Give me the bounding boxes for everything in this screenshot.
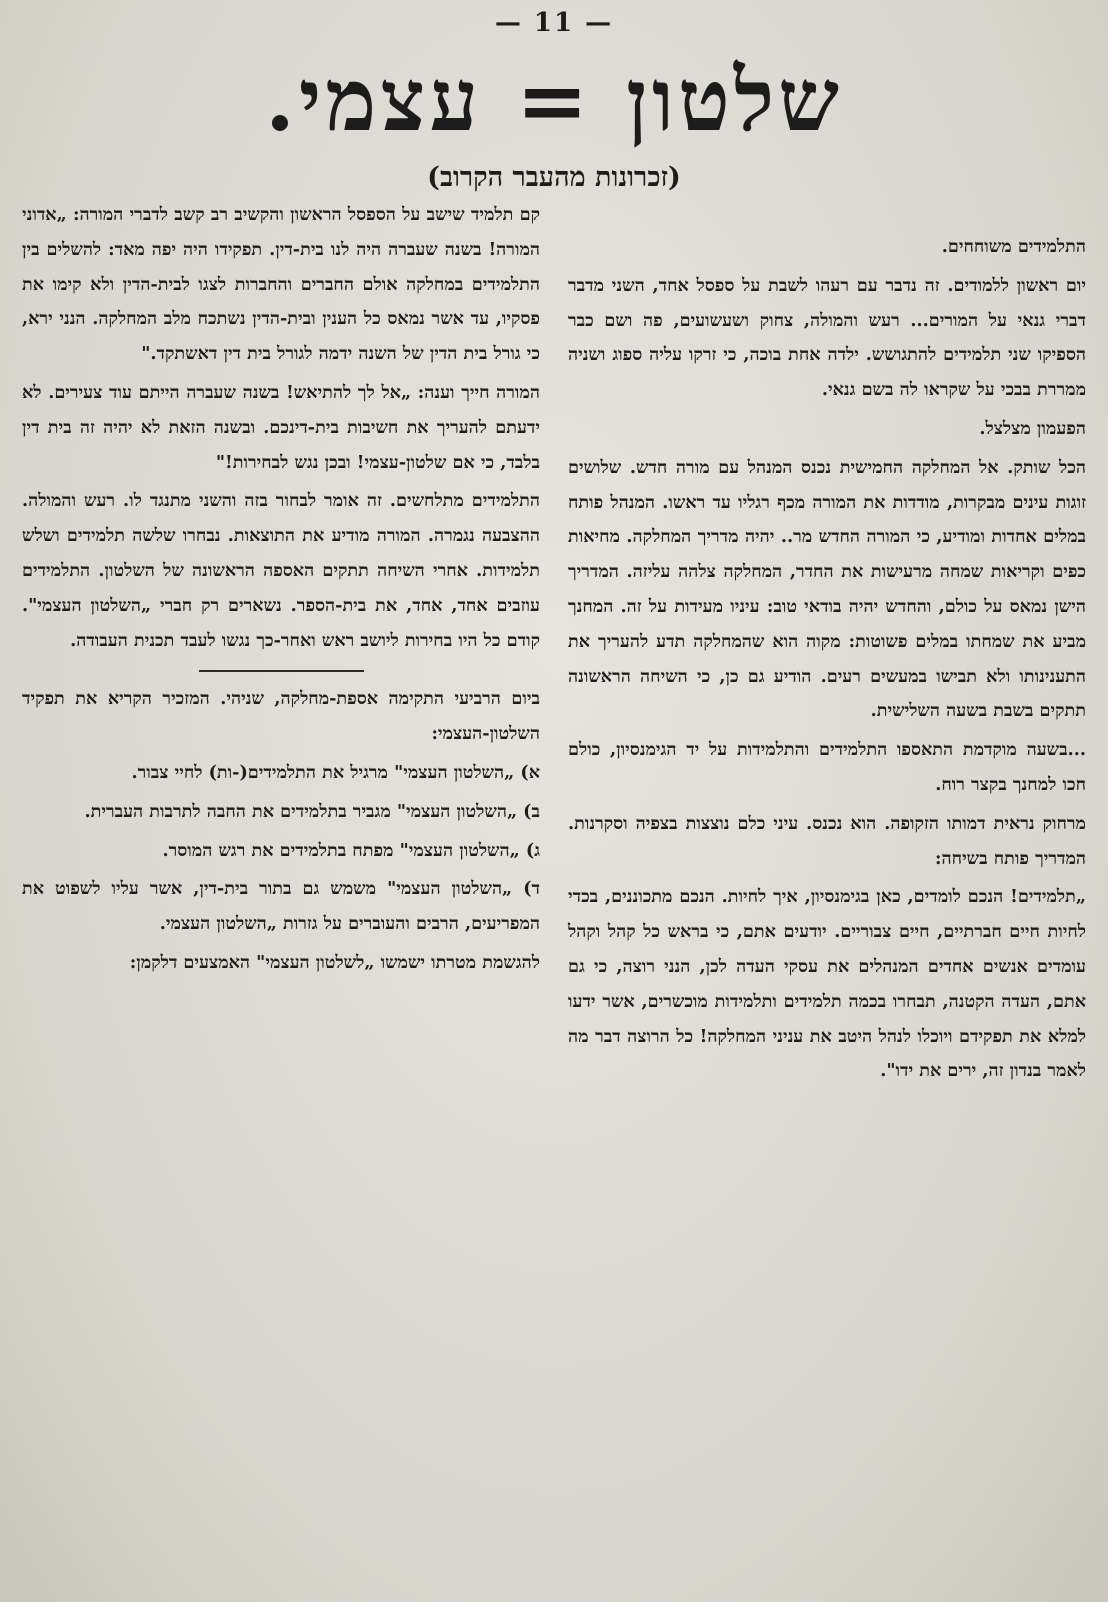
right-column xyxy=(568,198,1086,1592)
left-column xyxy=(22,198,540,1592)
page-number: — 11 — xyxy=(494,8,614,38)
paragraph: יום ראשון ללמודים. זה נדבר עם רעהו לשבת על ספסל אחד, השני מדבר דברי גנאי על המורים... רעש והמולה, צחוק ושעשועים, פה ושם כבר הספיקו שני תלמידים להתגושש. ילדה אחת בוכה, כי זרקו עליה ספוג ושניה ממררת בבכי על שקראו לה בשם גנאי. xyxy=(568,274,1086,401)
list-item: ד) „השלטון העצמי" משמש גם בתור בית-דין, אשר עליו לשפוט את המפריעים, הרבים והעוברים על גזרות „השלטון העצמי. xyxy=(22,878,540,935)
paragraph: התלמידים מתלחשים. זה אומר לבחור בזה והשני מתנגד לו. רעש והמולה. ההצבעה נגמרה. המורה מודיע את התוצאות. נבחרו שלשה תלמידים ושלש תלמידות. אחרי השיחה תתקים האספה הראשונה של השלטון. התלמידים עוזבים אחד, אחד, את בית-הספר. נשארים רק חברי „השלטון העצמי". קודם כל היו בחירות ליושב ראש ואחר-כך נגשו לעבד תכנית העבודה. xyxy=(22,490,540,651)
paragraph: מרחוק נראית דמותו הזקופה. הוא נכנס. עיני כלם נוצצות בצפיה וסקרנות. המדריך פותח בשיחה: xyxy=(568,812,1086,869)
paragraph: הכל שותק. אל המחלקה החמישית נכנס המנהל עם מורה חדש. שלושים זוגות עינים מבקרות, מודדות את המורה מכף רגליו עד ראשו. המנהל פותח במלים אחדות ומודיע, כי המורה החדש מר.. יהיה מדריך המחלקה. מחיאות כפים וקריאות שמחה מרעישות את החדר, המחלקה צלהה עליזה. המדריך הישן נמאס על כולם, והחדש יהיה בודאי טוב: עיניו מעידות על זה. המחנך מביע את שמחתו במלים פשוטות: מקוה הוא שהמחלקה תדע להעריך את התענינותו ולא תבישו במעשים רעים. הודיע גם כן, כי השיחה הראשונה תתקים בשבת בשעה השלישית. xyxy=(568,456,1086,722)
list-item: ג) „השלטון העצמי" מפתח בתלמידים את רגש המוסר. xyxy=(162,839,540,861)
section-divider xyxy=(199,670,364,672)
paragraph: להגשמת מטרתו ישמשו „לשלטון העצמי" האמצעים דלקמן: xyxy=(129,951,540,973)
paragraph: ...בשעה מוקדמת התאספו התלמידים והתלמידות על יד הגימנסיון, כולם חכו למחנך בקצר רוח. xyxy=(568,739,1086,795)
paragraph: המורה חייך וענה: „אל לך להתיאש! בשנה שעברה הייתם עוד צעירים. לא ידעתם להעריך את חשיבות בית-דינכם. ובשנה הזאת לא יהיה זה בית דין בלבד, כי אם שלטון-עצמי! ובכן נגש לבחירות!" xyxy=(22,381,540,473)
paragraph: התלמידים משוחחים. xyxy=(941,236,1086,257)
paragraph: ביום הרביעי התקימה אספת-מחלקה, שניהי. המזכיר הקריא את תפקיד השלטון-העצמי: xyxy=(22,688,540,745)
article-subtitle: (זכרונות מהעבר הקרוב) xyxy=(427,162,681,193)
list-item: א) „השלטון העצמי" מרגיל את התלמידים(-ות) לחיי צבור. xyxy=(131,761,540,783)
article-columns xyxy=(22,198,1086,1592)
list-item: ב) „השלטון העצמי" מגביר בתלמידים את החבה לתרבות העברית. xyxy=(84,800,540,822)
article-title: שלטון = עצמי. xyxy=(264,50,844,151)
paragraph: הפעמון מצלצל. xyxy=(979,417,1086,439)
paragraph: „תלמידים! הנכם לומדים, כאן בגימנסיון, איך לחיות. הנכם מתכוננים, בכדי לחיות חיים חברתיים, חיים צבוריים. יודעים אתם, כי בראש כל קהל וקהל עומדים אנשים אחדים המנהלים את עסקי העדה לכן, הנני רוצה, כי גם אתם, העדה הקטנה, תבחרו בכמה תלמידים ותלמידות מוכשרים, אשר ידעו למלא את תפקידם ויוכלו לנהל היטב את עניני המחלקה! כל הרוצה דבר מה לאמר בנדון זה, ירים את ידו". xyxy=(568,886,1086,1082)
paragraph: קם תלמיד שישב על הספסל הראשון והקשיב רב קשב לדברי המורה: „אדוני המורה! בשנה שעברה היה לנו בית-דין. תפקידו היה יפה מאד: להשלים בין התלמידים במחלקה אולם החברים והחברות לצגו לבית-הדין ולא קימו את פסקיו, עד אשר נמאס כל הענין ובית-הדין נשתכח מלב המחלקה. הנני ירא, כי גורל בית הדין של השנה ידמה לגורל בית דין דאשתקד." xyxy=(22,204,540,365)
